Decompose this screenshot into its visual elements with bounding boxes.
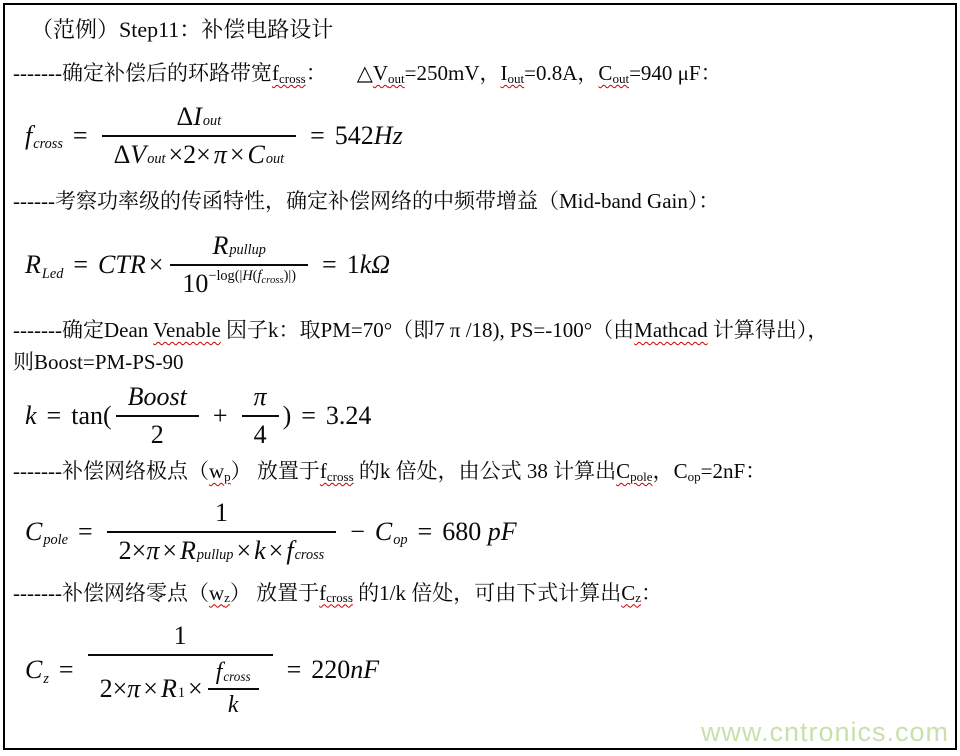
equals-sign: = <box>310 120 325 150</box>
math-operator: ×2× <box>168 139 211 169</box>
math-operator: × <box>236 535 252 565</box>
denominator <box>220 690 247 719</box>
pi-symbol: π <box>127 674 141 703</box>
text-run: ： <box>641 580 663 605</box>
text-run: w <box>208 459 225 483</box>
math-text: )|) <box>283 267 297 284</box>
math-text: f <box>215 659 223 685</box>
equals-sign: = <box>58 655 74 684</box>
term-venable: Venable <box>153 318 221 342</box>
subscript: cross <box>278 70 306 86</box>
math-text: C <box>25 516 43 546</box>
text-run: f <box>319 580 327 605</box>
text-run: =0.8A， <box>524 61 599 85</box>
text-run: C <box>616 459 631 483</box>
unit-text: pF <box>487 516 517 546</box>
math-text: C <box>25 655 43 684</box>
term-cop <box>674 459 701 483</box>
math-text: f <box>257 267 262 284</box>
text-run: ， <box>652 459 674 483</box>
numerator <box>170 231 308 266</box>
math-subscript: out <box>202 112 222 129</box>
paragraph-pole <box>5 456 955 488</box>
text-run: -------补偿网络极点（ <box>13 459 209 483</box>
text-run: -------补偿网络零点（ <box>13 580 209 605</box>
text-run: I <box>500 61 508 85</box>
math-subscript: cross <box>261 273 284 286</box>
math-text: C <box>247 139 265 169</box>
math-var-k: k <box>25 401 37 430</box>
subscript: z <box>224 590 230 606</box>
equals-sign: = <box>72 120 88 150</box>
paragraph-zero <box>5 578 955 610</box>
denominator <box>107 533 337 566</box>
text-run: =2nF： <box>700 459 767 483</box>
math-text: R <box>160 674 177 703</box>
term-wz <box>209 581 230 605</box>
term-cpole <box>616 459 652 483</box>
math-operator: × <box>229 139 245 169</box>
denominator <box>170 266 308 299</box>
document-page <box>3 3 957 750</box>
subscript: out <box>388 70 405 86</box>
delta-symbol: Δ <box>113 139 131 169</box>
math-text: 2× <box>118 535 147 565</box>
text-run: ： <box>305 61 327 85</box>
math-text: 542 <box>334 120 374 150</box>
pi-symbol: π <box>146 535 160 565</box>
math-text: R <box>25 250 41 279</box>
math-text: f <box>25 120 33 150</box>
text-run: 因子k：取PM=70°（即7 π /18), PS=-100°（由 <box>220 318 635 342</box>
numerator <box>208 659 259 690</box>
text-run: 的1/k 倍处，可由下式计算出 <box>352 580 622 605</box>
math-operator: × <box>148 250 164 279</box>
nested-fraction <box>208 659 259 719</box>
fraction <box>88 621 273 719</box>
math-var-cpole <box>25 517 68 547</box>
result-value <box>311 655 379 685</box>
numerator <box>242 382 279 417</box>
paragraph-dean-venable <box>5 315 955 378</box>
subscript: out <box>612 70 630 86</box>
math-text: 2× <box>99 674 128 703</box>
paragraph-midband-gain <box>5 186 955 218</box>
denominator <box>139 417 176 450</box>
equals-sign: = <box>417 516 433 546</box>
fraction <box>107 498 337 566</box>
math-subscript: cross <box>223 668 251 684</box>
formula-k-factor <box>5 382 955 450</box>
term-cout <box>598 61 629 85</box>
subscript: p <box>224 468 231 484</box>
math-text: 10 <box>182 269 209 298</box>
text-run: 则Boost=PM-PS-90 <box>13 349 184 374</box>
formula-rled <box>5 231 955 299</box>
minus-sign: − <box>350 516 365 546</box>
numerator <box>116 382 199 417</box>
math-subscript: pole <box>43 532 68 549</box>
math-subscript: out <box>147 150 166 167</box>
denominator <box>88 656 273 719</box>
math-text: C <box>374 516 393 546</box>
unit-text: Hz <box>373 120 403 150</box>
page-title: （范例）Step11：补偿电路设计 <box>31 17 334 42</box>
math-text: Boost <box>127 382 187 411</box>
subscript: out <box>507 70 525 86</box>
text-run: f <box>319 459 327 483</box>
math-text: R <box>212 231 229 260</box>
text-run: 的k 倍处，由公式 38 计算出 <box>353 459 617 483</box>
numerator <box>88 621 273 656</box>
paragraph-loop-bandwidth <box>5 58 955 90</box>
math-text: 1 <box>214 497 228 527</box>
formula-cz <box>5 621 955 719</box>
math-var-cop <box>375 517 408 547</box>
math-text: 2 <box>150 420 164 449</box>
math-operator: × <box>143 674 158 703</box>
site-watermark: www.cntronics.com <box>700 717 949 747</box>
term-fcross <box>320 459 354 483</box>
fraction <box>170 231 308 299</box>
term-vout <box>373 61 405 85</box>
math-subscript: cross <box>33 136 63 153</box>
term-fcross <box>272 61 306 85</box>
math-text: CTR <box>98 250 146 279</box>
fraction <box>102 102 297 170</box>
math-text: 1 <box>346 250 360 279</box>
result-value: 3.24 <box>325 401 372 430</box>
text-run: V <box>372 61 389 85</box>
delta-symbol: Δ <box>176 101 194 131</box>
text-run: -------确定Dean <box>13 318 154 342</box>
text-run: ------考察功率级的传函特性，确定补偿网络的中频带增益（Mid-band Gain）： <box>13 188 720 213</box>
unit-text: nF <box>350 655 380 684</box>
math-var-cz <box>25 655 49 685</box>
numerator <box>102 102 297 137</box>
subscript: cross <box>326 590 353 606</box>
math-text: I <box>193 101 202 131</box>
math-subscript: cross <box>294 546 325 563</box>
math-text: 1 <box>173 621 187 650</box>
close-paren: ) <box>282 401 292 430</box>
math-text: V <box>130 139 147 169</box>
math-var-ctr <box>98 250 166 280</box>
unit-text: kΩ <box>359 250 391 279</box>
math-subscript: out <box>265 150 285 167</box>
math-var-rled <box>25 250 63 280</box>
math-text: −log(| <box>208 267 243 284</box>
math-text: 220 <box>311 655 351 684</box>
delta-symbol: △ <box>356 61 373 85</box>
fraction <box>242 382 279 450</box>
math-text: f <box>286 535 294 565</box>
math-operator: × <box>162 535 178 565</box>
math-text: 680 <box>442 516 488 546</box>
text-run: f <box>271 61 279 85</box>
formula-cpole <box>5 498 955 566</box>
plus-sign: + <box>212 401 228 430</box>
math-subscript: Led <box>41 265 64 282</box>
math-subscript: 1 <box>177 685 186 702</box>
result-value <box>347 250 390 280</box>
equals-sign: = <box>46 401 62 430</box>
subscript: op <box>687 468 701 484</box>
text-run: C <box>621 580 636 605</box>
subscript: z <box>635 590 642 606</box>
result-value <box>442 517 516 547</box>
text-run: w <box>208 580 225 605</box>
term-cz <box>621 581 641 605</box>
math-subscript: pullup <box>229 242 266 259</box>
math-exponent <box>208 268 296 285</box>
text-run: C <box>673 459 688 483</box>
term-fcross <box>319 581 353 605</box>
subscript: cross <box>326 468 354 484</box>
math-operator: × <box>188 674 203 703</box>
result-value <box>335 121 403 151</box>
equals-sign: = <box>73 250 89 279</box>
pi-symbol: π <box>253 382 267 411</box>
fraction <box>116 382 199 450</box>
term-mathcad: Mathcad <box>634 318 708 342</box>
denominator <box>102 137 297 170</box>
math-subscript: op <box>393 532 408 549</box>
denominator <box>242 417 279 450</box>
function-name: tan( <box>71 401 112 430</box>
math-text: k <box>254 535 266 565</box>
term-iout <box>501 61 525 85</box>
math-text: R <box>180 535 196 565</box>
pi-symbol: π <box>213 139 227 169</box>
math-text: k <box>227 692 239 718</box>
equals-sign: = <box>77 516 93 546</box>
subscript: pole <box>630 468 653 484</box>
equals-sign: = <box>286 655 302 684</box>
equals-sign: = <box>322 250 337 279</box>
math-text: H <box>242 267 253 284</box>
text-run: =940 μF： <box>629 61 722 85</box>
text-run: ） 放置于 <box>229 580 320 605</box>
term-wp <box>209 459 231 483</box>
math-operator: × <box>268 535 284 565</box>
math-subscript: pullup <box>196 546 234 563</box>
text-run: =250mV， <box>404 61 501 85</box>
text-run: 计算得出）， <box>707 318 829 342</box>
numerator <box>107 498 337 533</box>
math-subscript: z <box>43 670 49 687</box>
math-var-fcross <box>25 121 63 151</box>
text-run: ） 放置于 <box>230 459 320 483</box>
text-run: C <box>598 61 613 85</box>
math-text: ( <box>252 267 258 284</box>
math-text: 4 <box>253 420 267 449</box>
text-run: -------确定补偿后的环路带宽 <box>13 61 272 85</box>
equals-sign: = <box>301 401 316 430</box>
formula-fcross <box>5 102 955 170</box>
